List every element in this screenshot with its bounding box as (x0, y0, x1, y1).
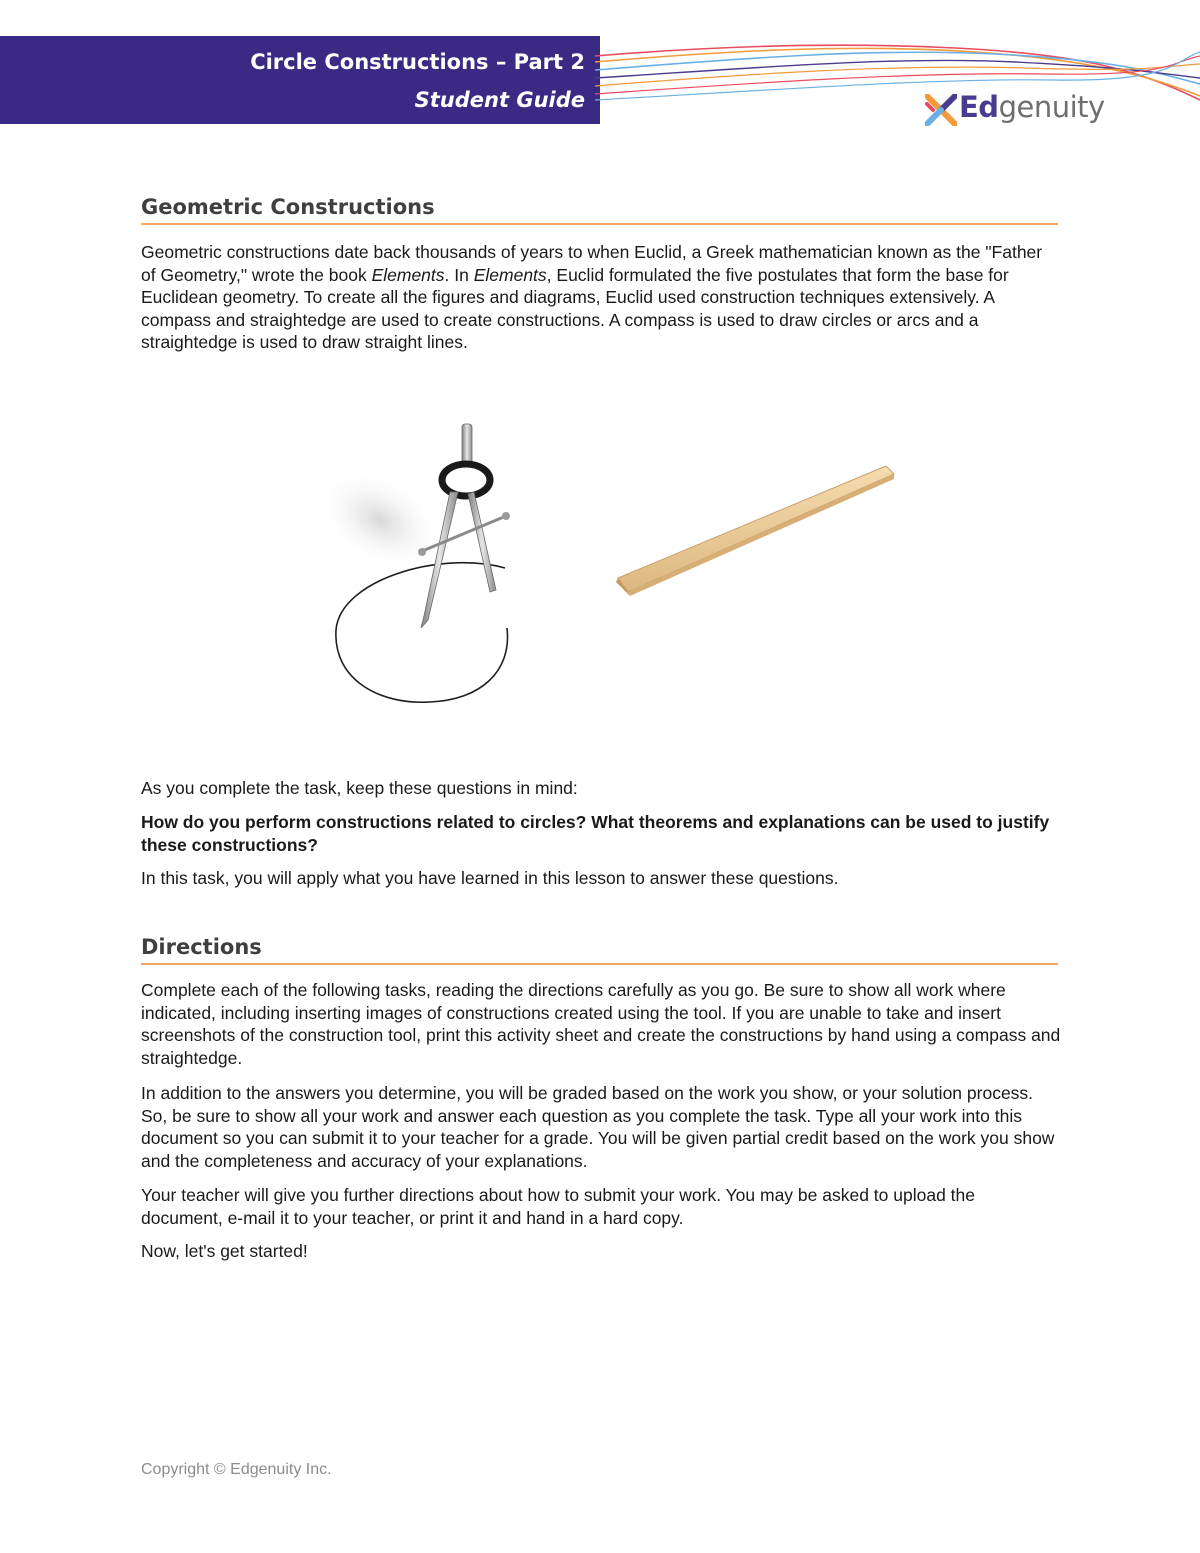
directions-paragraph-3: Your teacher will give you further directions about how to submit your work. You may be asked to upload the document, e-mail it to your teacher, or print it and hand in a hard copy. (141, 1185, 976, 1228)
book-title: Elements (473, 264, 547, 285)
straightedge-drawing (616, 466, 894, 596)
section-heading-directions: Directions (141, 935, 1058, 965)
decorative-waves (595, 38, 1200, 108)
directions-paragraph-1: Complete each of the following tasks, reading the directions carefully as you go. Be sure to show all work where indicated, including inserting images of constructions created using the tool. If you are unable to take and insert screenshots of the construction tool, print this activity sheet and create the constructions by hand using a compass and straightedge. (141, 980, 1061, 1068)
compass-and-straightedge-illustration (300, 410, 920, 720)
guiding-questions: How do you perform constructions related to circles? What theorems and explanations can be used to justify these constructions? (141, 812, 1050, 855)
copyright-footer: Copyright © Edgenuity Inc. (141, 1461, 332, 1478)
compass-drawing (300, 424, 510, 702)
apply-text: In this task, you will apply what you have learned in this lesson to answer these questions. (141, 868, 839, 888)
directions-paragraph-4: Now, let's get started! (141, 1241, 308, 1261)
section-heading-geometric-constructions: Geometric Constructions (141, 195, 1058, 225)
book-title: Elements (371, 264, 445, 285)
keep-in-mind-text: As you complete the task, keep these questions in mind: (141, 778, 578, 798)
edgenuity-x-icon (925, 94, 957, 126)
edgenuity-wordmark: Edgenuity (959, 90, 1105, 124)
directions-paragraph-2: In addition to the answers you determine, you will be graded based on the work you show, or your solution process. So, be sure to show all your work and answer each question as you complete the task. Type all your work into this document so you can submit it to your teacher for a grade. You will be given partial credit based on the work you show and the completeness and accuracy of your explanations. (141, 1083, 1055, 1171)
document-title: Circle Constructions – Part 2 (250, 50, 585, 74)
header-banner (0, 36, 600, 124)
document-subtitle: Student Guide (414, 88, 585, 112)
intro-paragraph: Geometric constructions date back thousands of years to when Euclid, a Greek mathematician known as the "Father of Geometry," wrote the book Elements. In Elements, Euclid formulated the five postulates that form the base for Euclidean geometry. To create all the figures and diagrams, Euclid used construction techniques extensively. A compass and straightedge are used to create constructions. A compass is used to draw circles or arcs and a straightedge is used to draw straight lines. (141, 242, 1043, 352)
